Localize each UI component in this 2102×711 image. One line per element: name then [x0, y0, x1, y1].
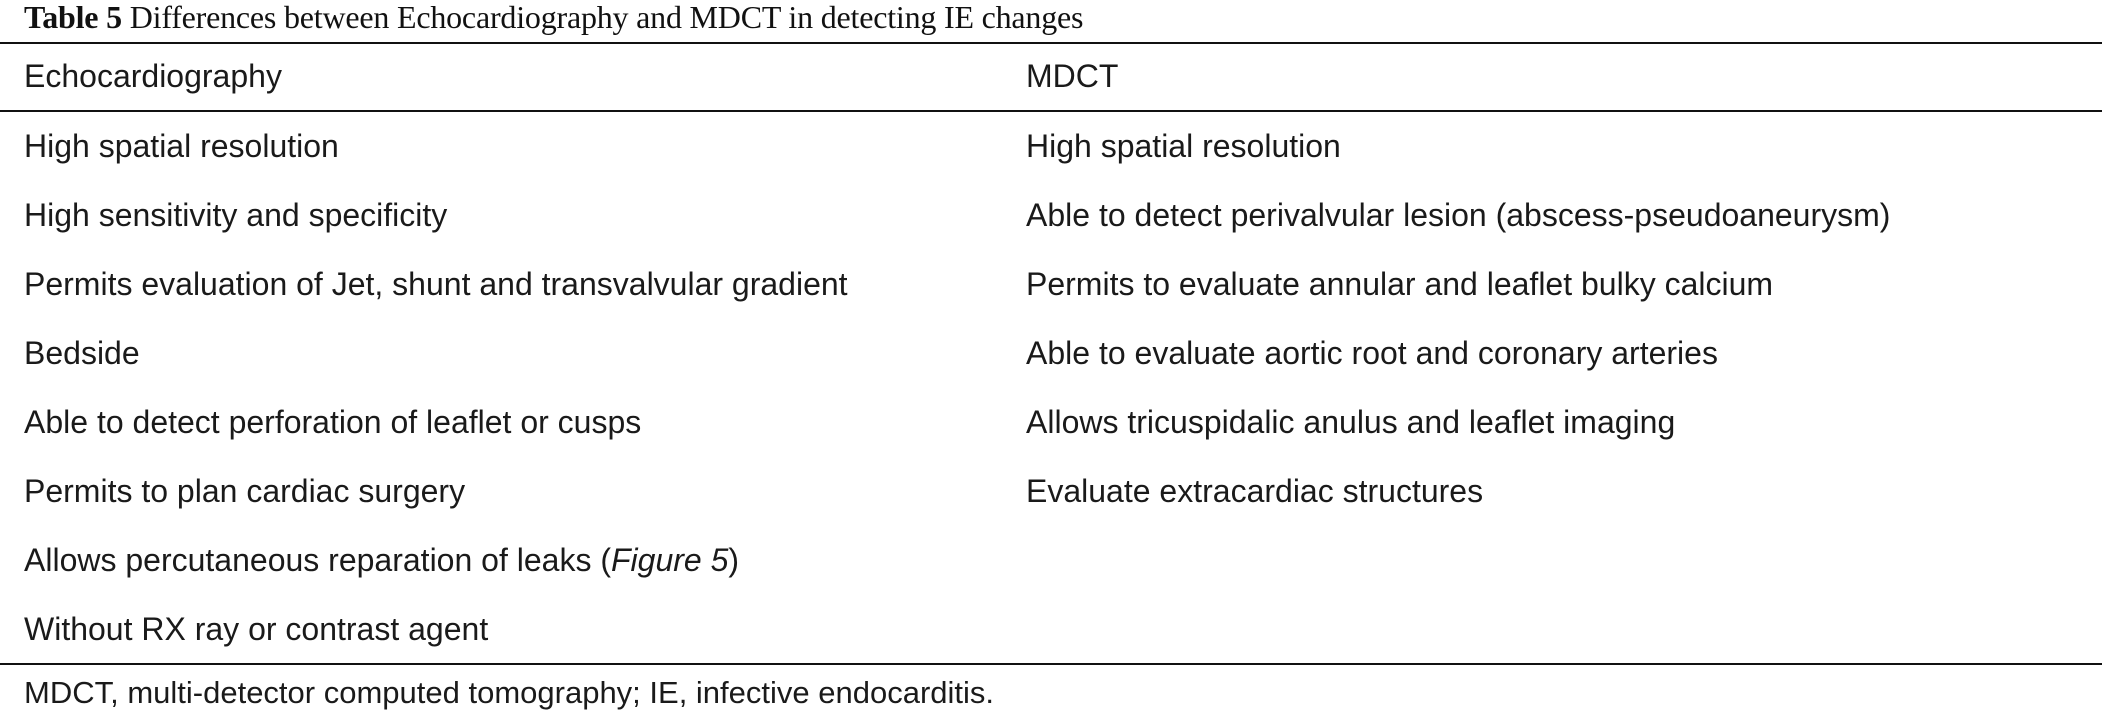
table-cell-mdct: Permits to evaluate annular and leaflet bulky calcium [1026, 266, 1774, 302]
table-cell-echo: High sensitivity and specificity [24, 197, 448, 233]
table-cell-mdct: High spatial resolution [1026, 128, 1341, 164]
header-mdct: MDCT [1026, 58, 1119, 94]
table-cell-mdct: Allows tricuspidalic anulus and leaflet imaging [1026, 404, 1676, 440]
top-rule [0, 42, 2102, 44]
table-cell-mdct: Able to evaluate aortic root and coronary arteries [1026, 335, 1718, 371]
table-label: Table 5 [24, 0, 122, 35]
header-echocardiography: Echocardiography [24, 58, 282, 94]
table-caption [24, 0, 1083, 40]
table-cell-echo: Permits to plan cardiac surgery [24, 473, 466, 509]
cell-text: Allows percutaneous reparation of leaks ( [24, 542, 611, 578]
table-cell-echo: Bedside [24, 335, 140, 371]
figure-reference-link[interactable]: Figure 5 [610, 542, 729, 578]
bottom-rule [0, 663, 2102, 665]
cell-text: ) [728, 542, 740, 578]
table-title: Differences between Echocardiography and MDCT in detecting IE changes [129, 0, 1084, 35]
table-cell-mdct: Evaluate extracardiac structures [1026, 473, 1484, 509]
table-cell-echo: Able to detect perforation of leaflet or cusps [24, 404, 642, 440]
table-cell-mdct: Able to detect perivalvular lesion (abscess-pseudoaneurysm) [1026, 197, 1891, 233]
header-rule [0, 110, 2102, 112]
table-cell-echo: High spatial resolution [24, 128, 339, 164]
table-footnote: MDCT, multi-detector computed tomography; IE, infective endocarditis. [24, 675, 995, 710]
table-cell-echo [24, 542, 739, 578]
table-cell-echo: Without RX ray or contrast agent [24, 611, 489, 647]
table-cell-echo: Permits evaluation of Jet, shunt and transvalvular gradient [24, 266, 848, 302]
